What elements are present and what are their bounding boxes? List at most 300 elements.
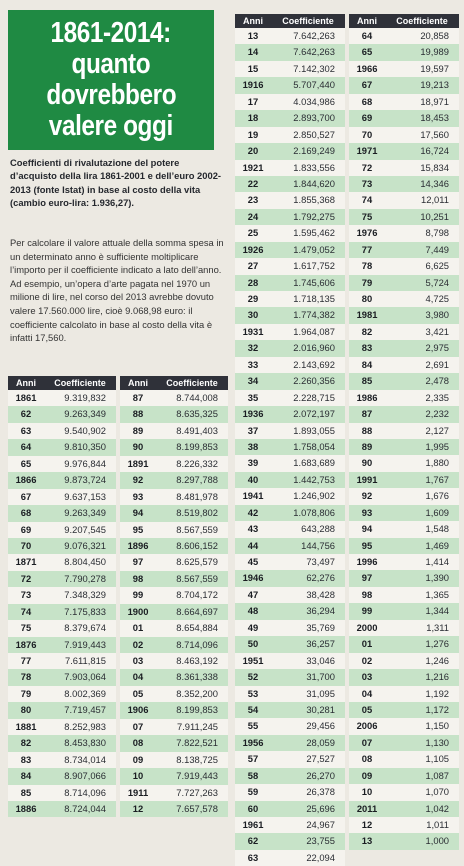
coefficient-cell: 9.263,349 [64, 507, 106, 519]
table-row [120, 538, 228, 554]
year-cell: 02 [361, 654, 373, 666]
year-cell: 92 [132, 474, 144, 486]
table-row [8, 571, 116, 587]
year-cell: 28 [247, 276, 259, 288]
coefficient-cell: 1,609 [425, 506, 449, 518]
coefficient-cell: 7.611,815 [64, 655, 106, 666]
year-cell: 45 [247, 556, 259, 567]
year-cell: 22 [247, 177, 259, 189]
year-cell: 07 [132, 720, 144, 732]
table-row [8, 785, 116, 801]
year-cell: 33 [247, 358, 259, 370]
year-cell: 93 [361, 506, 373, 518]
table-row [349, 28, 459, 44]
table-row [8, 538, 116, 554]
coefficient-cell: 62,276 [306, 572, 335, 584]
coefficient-cell: 26,378 [306, 786, 335, 798]
coefficient-cell: 7,449 [425, 243, 449, 255]
coefficient-cell: 8.635,325 [176, 408, 218, 420]
year-cell: 97 [132, 556, 144, 568]
coefficient-cell: 1,011 [426, 819, 449, 830]
coefficient-cell: 7.175,833 [64, 605, 106, 617]
coefficient-cell: 9.976,844 [64, 457, 106, 469]
year-cell: 73 [20, 589, 32, 601]
year-cell: 72 [20, 572, 32, 584]
year-cell: 44 [247, 539, 259, 551]
table-body [349, 28, 459, 850]
table-row [8, 604, 116, 620]
table-row [120, 489, 228, 505]
table-row [349, 833, 459, 849]
coefficient-cell: 1,880 [425, 457, 449, 469]
coefficient-cell: 7.790,278 [64, 572, 106, 584]
table-row [349, 620, 459, 636]
table-row [349, 603, 459, 619]
coefficient-cell: 8.734,014 [64, 753, 106, 765]
table-row [235, 735, 345, 751]
coefficient-cell: 19,989 [420, 46, 449, 58]
table-row [120, 702, 228, 718]
table-row [8, 554, 116, 570]
year-cell: 73 [361, 177, 373, 189]
coefficient-cell: 36,294 [306, 605, 335, 617]
coefficient-cell: 2,975 [425, 342, 449, 354]
year-cell: 90 [132, 441, 144, 453]
table-row [349, 225, 459, 241]
coefficient-cell: 8.138,725 [176, 753, 218, 765]
year-cell: 95 [132, 523, 144, 535]
coefficient-cell: 643,288 [301, 523, 335, 535]
table-row [349, 768, 459, 784]
coefficient-cell: 1,192 [425, 687, 449, 699]
coefficient-cell: 8.567,559 [176, 572, 218, 584]
year-cell: 1971 [356, 145, 378, 157]
year-cell: 34 [247, 375, 259, 387]
year-cell: 12 [132, 802, 144, 814]
coefficient-cell: 3,421 [425, 325, 449, 337]
table-row [8, 620, 116, 636]
year-cell: 59 [247, 786, 259, 798]
coefficient-cell: 1,390 [425, 572, 449, 584]
year-cell: 27 [247, 260, 259, 272]
table-row [235, 291, 345, 307]
table-row [349, 587, 459, 603]
year-cell: 68 [361, 95, 373, 107]
table-row [349, 110, 459, 126]
year-cell: 1956 [242, 736, 264, 748]
coefficient-cell: 1,676 [425, 490, 449, 502]
table-row [349, 357, 459, 373]
table-row [235, 554, 345, 570]
coefficient-cell: 8.714,096 [64, 786, 106, 798]
year-cell: 64 [361, 30, 373, 41]
year-cell: 89 [132, 424, 144, 436]
table-row [8, 719, 116, 735]
year-cell: 93 [132, 490, 144, 502]
table-header [349, 14, 459, 28]
year-cell: 83 [361, 342, 373, 354]
year-cell: 88 [361, 424, 373, 436]
year-cell: 1936 [242, 408, 264, 420]
coefficient-cell: 7.822,521 [176, 737, 218, 749]
coefficient-cell: 2,127 [425, 424, 449, 436]
coefficient-cell: 1,365 [425, 588, 449, 600]
table-row [120, 439, 228, 455]
table-row [349, 735, 459, 751]
table-row [8, 735, 116, 751]
coefficient-cell: 1,150 [425, 720, 449, 732]
year-cell: 19 [247, 128, 259, 140]
table-row [8, 702, 116, 718]
coefficient-cell: 1.683,689 [293, 457, 335, 469]
year-cell: 58 [247, 769, 259, 781]
year-cell: 1871 [15, 556, 37, 568]
table-row [235, 636, 345, 652]
coefficient-cell: 35,769 [306, 621, 335, 633]
table-row [235, 455, 345, 471]
table-row [349, 291, 459, 307]
table-row [235, 176, 345, 192]
year-cell: 2006 [356, 720, 378, 732]
table-row [349, 653, 459, 669]
table-row [235, 488, 345, 504]
table-row [8, 752, 116, 768]
year-cell: 13 [247, 30, 259, 41]
table-row [349, 801, 459, 817]
coefficient-cell: 8.199,853 [176, 441, 218, 453]
year-cell: 04 [132, 671, 144, 683]
table-row [8, 637, 116, 653]
year-cell: 1866 [15, 474, 37, 486]
coefficient-cell: 1.479,052 [293, 243, 335, 255]
coefficient-cell: 8.199,853 [176, 704, 218, 716]
year-cell: 2000 [356, 621, 378, 633]
year-cell: 01 [361, 638, 373, 650]
table-body [235, 28, 345, 866]
coefficient-cell: 8.297,788 [176, 474, 218, 486]
header-year: Anni [16, 378, 36, 388]
table-row [120, 456, 228, 472]
year-cell: 07 [361, 736, 373, 748]
table-row [120, 522, 228, 538]
coefficient-cell: 1.855,368 [293, 194, 335, 206]
table-row [235, 603, 345, 619]
table-row [120, 505, 228, 521]
year-cell: 82 [361, 325, 373, 337]
coefficient-cell: 22,094 [306, 851, 335, 863]
year-cell: 1986 [356, 391, 378, 403]
coefficient-cell: 9.319,832 [64, 392, 106, 403]
coefficient-cell: 1,276 [425, 638, 449, 650]
table-row [349, 160, 459, 176]
year-cell: 80 [361, 293, 373, 304]
coefficient-cell: 33,046 [306, 654, 335, 666]
table-row [349, 61, 459, 77]
table-row [235, 77, 345, 93]
year-cell: 69 [20, 523, 32, 535]
coefficient-cell: 10,251 [420, 210, 449, 222]
table-row [235, 472, 345, 488]
year-cell: 79 [20, 687, 32, 699]
year-cell: 24 [247, 210, 259, 222]
year-cell: 47 [247, 588, 259, 600]
table-row [349, 423, 459, 439]
coefficient-cell: 1.745,606 [293, 276, 335, 288]
year-cell: 87 [361, 408, 373, 420]
coefficient-cell: 8.252,983 [64, 720, 106, 732]
year-cell: 08 [361, 753, 373, 765]
coefficient-cell: 4.034,986 [293, 95, 335, 107]
coefficient-cell: 8.704,172 [176, 589, 218, 601]
year-cell: 2011 [356, 802, 378, 814]
year-cell: 77 [20, 655, 32, 666]
coefficient-cell: 1.617,752 [293, 260, 335, 272]
coefficient-cell: 29,456 [306, 720, 335, 732]
coefficient-cell: 8.744,008 [176, 392, 218, 403]
table-row [235, 324, 345, 340]
coefficient-table-2 [120, 376, 228, 817]
coefficient-cell: 1,344 [425, 605, 449, 617]
coefficient-cell: 9.076,321 [64, 539, 106, 551]
table-row [349, 340, 459, 356]
table-row [235, 94, 345, 110]
table-row [235, 307, 345, 323]
year-cell: 80 [20, 704, 32, 716]
year-cell: 10 [361, 786, 373, 798]
coefficient-cell: 8.804,450 [64, 556, 106, 568]
coefficient-cell: 1,469 [425, 539, 449, 551]
table-row [8, 587, 116, 603]
table-row [120, 801, 228, 817]
year-cell: 90 [361, 457, 373, 469]
coefficient-cell: 31,095 [306, 687, 335, 699]
year-cell: 97 [361, 572, 373, 584]
year-cell: 89 [361, 440, 373, 452]
coefficient-cell: 8.463,192 [176, 655, 218, 666]
year-cell: 50 [247, 638, 259, 650]
year-cell: 98 [132, 572, 144, 584]
table-row [235, 751, 345, 767]
table-row [235, 110, 345, 126]
year-cell: 62 [247, 835, 259, 847]
year-cell: 15 [247, 62, 259, 74]
table-header [8, 376, 116, 390]
coefficient-cell: 8.519,802 [176, 507, 218, 519]
coefficient-cell: 8.453,830 [64, 737, 106, 749]
year-cell: 18 [247, 112, 259, 124]
coefficient-cell: 7.142,302 [293, 62, 335, 74]
year-cell: 1881 [15, 720, 37, 732]
table-header [120, 376, 228, 390]
coefficient-cell: 1.964,087 [293, 325, 335, 337]
table-row [120, 637, 228, 653]
year-cell: 20 [247, 145, 259, 157]
year-cell: 70 [361, 128, 373, 140]
coefficient-cell: 1,548 [425, 523, 449, 535]
table-row [235, 620, 345, 636]
coefficient-cell: 1.792,275 [293, 210, 335, 222]
year-cell: 92 [361, 490, 373, 502]
coefficient-cell: 27,527 [306, 753, 335, 765]
table-row [120, 587, 228, 603]
year-cell: 1926 [242, 243, 264, 255]
coefficient-cell: 2.228,715 [293, 391, 335, 403]
coefficient-cell: 8.625,579 [176, 556, 218, 568]
coefficient-cell: 8.226,332 [176, 457, 218, 469]
coefficient-cell: 1,105 [425, 753, 449, 765]
coefficient-cell: 1.844,620 [293, 177, 335, 189]
table-row [349, 751, 459, 767]
table-row [120, 653, 228, 669]
year-cell: 1976 [356, 227, 378, 239]
table-row [235, 669, 345, 685]
table-row [349, 488, 459, 504]
coefficient-cell: 20,858 [420, 30, 449, 41]
table-row [349, 570, 459, 586]
coefficient-cell: 7.642,263 [293, 30, 335, 41]
year-cell: 02 [132, 638, 144, 650]
coefficient-cell: 2.143,692 [293, 358, 335, 370]
year-cell: 78 [361, 260, 373, 272]
year-cell: 63 [247, 851, 259, 863]
year-cell: 67 [361, 79, 373, 91]
coefficient-cell: 1,414 [425, 556, 449, 567]
table-row [235, 784, 345, 800]
table-row [235, 44, 345, 60]
coefficient-cell: 1,172 [425, 703, 449, 715]
page-title-line: dovrebbero [46, 79, 176, 111]
table-row [349, 373, 459, 389]
year-cell: 52 [247, 671, 259, 683]
table-row [235, 718, 345, 734]
year-cell: 12 [361, 819, 373, 830]
year-cell: 1886 [15, 802, 37, 814]
year-cell: 49 [247, 621, 259, 633]
year-cell: 05 [361, 703, 373, 715]
year-cell: 1921 [242, 161, 264, 173]
coefficient-cell: 19,597 [420, 62, 449, 74]
table-row [235, 275, 345, 291]
year-cell: 1966 [356, 62, 378, 74]
coefficient-cell: 73,497 [306, 556, 335, 567]
year-cell: 54 [247, 703, 259, 715]
table-row [349, 192, 459, 208]
table-row [235, 768, 345, 784]
coefficient-cell: 36,257 [306, 638, 335, 650]
table-row [120, 472, 228, 488]
year-cell: 1941 [242, 490, 264, 502]
year-cell: 67 [20, 490, 32, 502]
table-row [120, 719, 228, 735]
year-cell: 88 [132, 408, 144, 420]
table-row [235, 702, 345, 718]
coefficient-cell: 7.348,329 [64, 589, 106, 601]
year-cell: 29 [247, 293, 259, 304]
year-cell: 40 [247, 473, 259, 485]
coefficient-cell: 7.719,457 [64, 704, 106, 716]
year-cell: 94 [361, 523, 373, 535]
table-row [235, 340, 345, 356]
table-row [349, 538, 459, 554]
coefficient-cell: 8.567,559 [176, 523, 218, 535]
coefficient-cell: 1.246,902 [293, 490, 335, 502]
year-cell: 1991 [356, 473, 378, 485]
coefficient-cell: 18,453 [420, 112, 449, 124]
year-cell: 37 [247, 424, 259, 436]
table-row [120, 406, 228, 422]
year-cell: 01 [132, 622, 144, 634]
year-cell: 70 [20, 539, 32, 551]
coefficient-cell: 1.718,135 [293, 293, 335, 304]
table-row [349, 472, 459, 488]
coefficient-cell: 26,270 [306, 769, 335, 781]
year-cell: 1900 [127, 605, 149, 617]
year-cell: 04 [361, 687, 373, 699]
table-row [120, 752, 228, 768]
coefficient-cell: 1,130 [425, 736, 449, 748]
table-row [235, 225, 345, 241]
header-year: Anni [128, 378, 148, 388]
year-cell: 60 [247, 802, 259, 814]
year-cell: 25 [247, 227, 259, 239]
year-cell: 79 [361, 276, 373, 288]
table-row [120, 735, 228, 751]
coefficient-cell: 8.002,369 [64, 687, 106, 699]
coefficient-cell: 1,070 [425, 786, 449, 798]
table-row [349, 143, 459, 159]
table-row [235, 817, 345, 833]
table-row [349, 275, 459, 291]
table-row [349, 718, 459, 734]
coefficient-cell: 8.664,697 [176, 605, 218, 617]
year-cell: 48 [247, 605, 259, 617]
table-row [8, 669, 116, 685]
coefficient-cell: 1.758,054 [293, 440, 335, 452]
year-cell: 85 [361, 375, 373, 387]
coefficient-cell: 9.810,350 [64, 441, 106, 453]
coefficient-cell: 38,428 [306, 588, 335, 600]
coefficient-table-1 [8, 376, 116, 817]
year-cell: 84 [20, 770, 32, 782]
title-box [8, 10, 214, 150]
table-row [235, 373, 345, 389]
table-row [235, 850, 345, 866]
year-cell: 75 [20, 622, 32, 634]
table-row [120, 571, 228, 587]
table-row [349, 127, 459, 143]
coefficient-cell: 8.714,096 [176, 638, 218, 650]
year-cell: 1911 [127, 786, 149, 798]
table-row [120, 554, 228, 570]
year-cell: 03 [132, 655, 144, 666]
table-row [235, 357, 345, 373]
table-row [235, 242, 345, 258]
coefficient-cell: 5,724 [425, 276, 449, 288]
coefficient-cell: 8.491,403 [176, 424, 218, 436]
year-cell: 83 [20, 753, 32, 765]
table-row [8, 522, 116, 538]
year-cell: 39 [247, 457, 259, 469]
coefficient-cell: 23,755 [306, 835, 335, 847]
table-row [8, 406, 116, 422]
table-row [349, 455, 459, 471]
coefficient-cell: 7.642,263 [293, 46, 335, 58]
page-title-line: 1861-2014: [50, 17, 172, 49]
coefficient-cell: 8.481,978 [176, 490, 218, 502]
coefficient-cell: 9.873,724 [64, 474, 106, 486]
year-cell: 1891 [127, 457, 149, 469]
coefficient-cell: 144,756 [301, 539, 335, 551]
